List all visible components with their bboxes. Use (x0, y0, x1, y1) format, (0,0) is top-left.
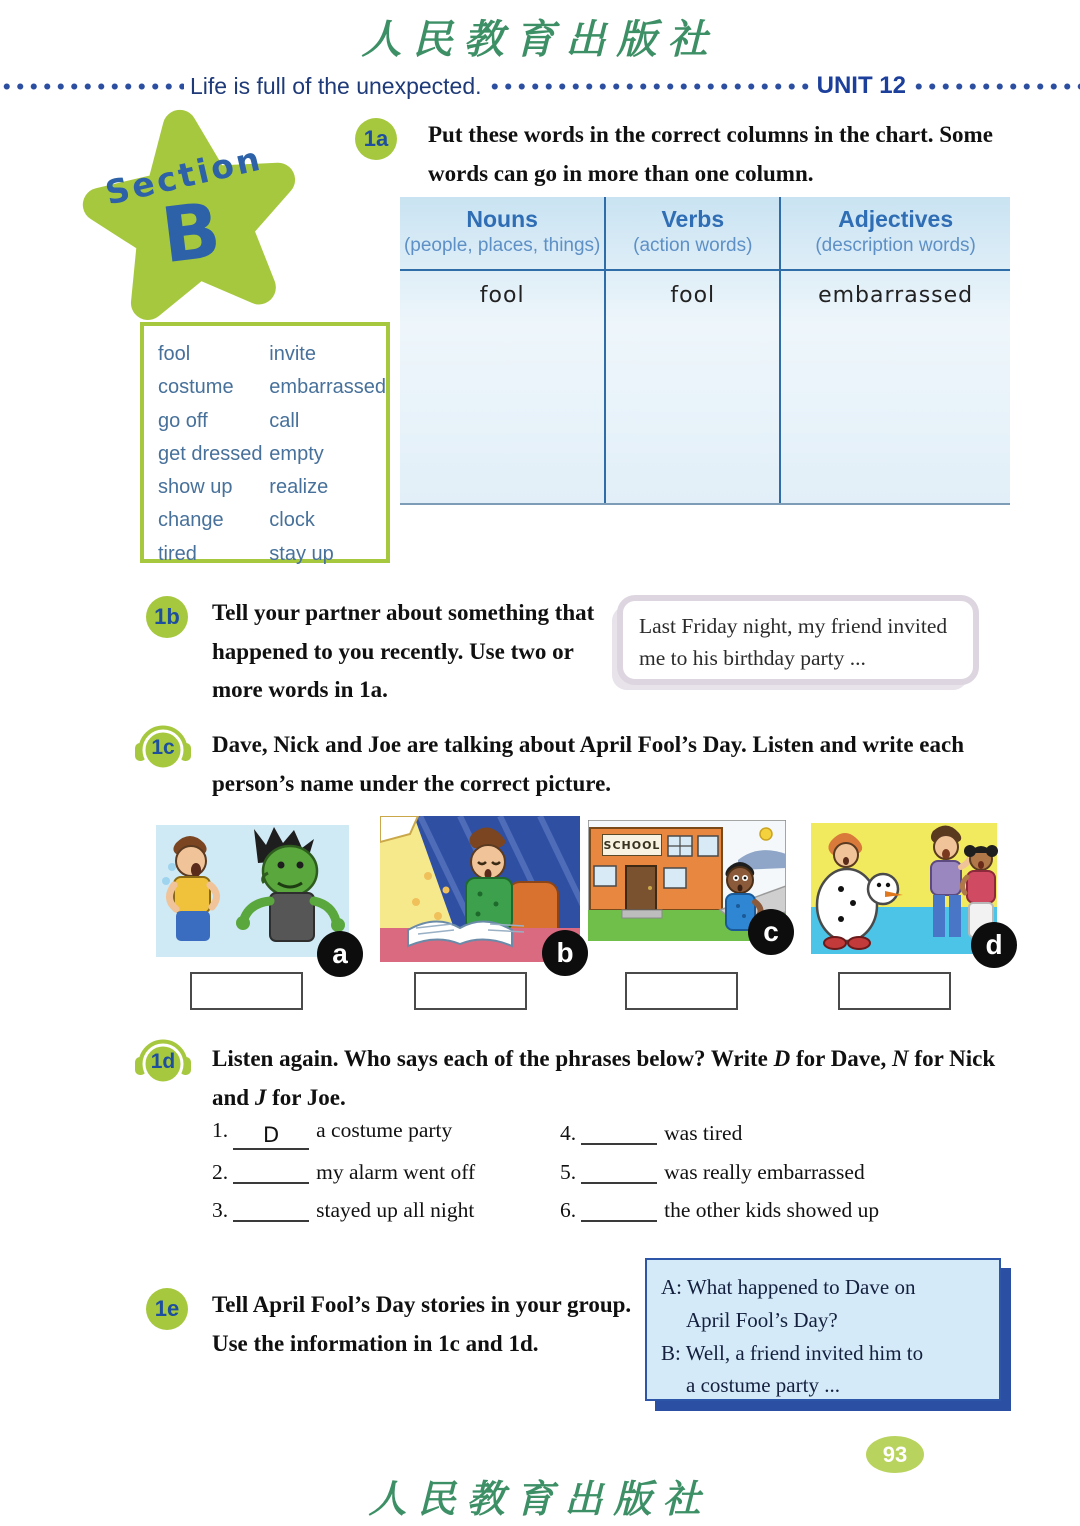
chart-column-verbs (604, 197, 781, 503)
chart-cell-adjectives[interactable]: embarrassed (818, 283, 974, 308)
letter-j-italic: J (254, 1084, 267, 1110)
chart-subheader-adjectives: (description words) (815, 235, 976, 256)
phrase-item-2: 2. my alarm went off (212, 1157, 475, 1179)
answer-blank-2[interactable] (233, 1157, 309, 1184)
school-sign: SCHOOL (602, 834, 662, 856)
picture-panel-a (150, 815, 355, 969)
phrase-item-6: 6. the other kids showed up (560, 1195, 879, 1217)
picture-panel-c (588, 820, 786, 947)
name-box-b[interactable] (414, 972, 527, 1010)
instruction-1c: Dave, Nick and Joe are talking about April Fool’s Day. Listen and write each person’s name under the correct picture. (212, 732, 964, 796)
letter-d-italic: D (773, 1046, 791, 1071)
chart-header-nouns: Nouns (466, 206, 538, 232)
phrase-item-4: 4. was tired (560, 1118, 879, 1140)
badge-1d-label: 1d (150, 1050, 176, 1073)
picture-letter-d: d (971, 922, 1017, 968)
answer-blank-1[interactable]: D (233, 1123, 309, 1150)
word-box-column-1 (158, 338, 269, 565)
badge-1a: 1a (355, 118, 397, 160)
chart-header-adjectives: Adjectives (838, 206, 954, 232)
picture-panel-b (380, 816, 580, 968)
header-dots-right (912, 82, 1080, 91)
picture-letter-a: a (317, 931, 363, 977)
word-item: empty (269, 442, 324, 465)
word-item: stay up (269, 542, 334, 565)
picture-panel-d (797, 823, 1009, 960)
section-word: Section (101, 138, 267, 213)
publisher-logo-bottom: 人民教育出版社 (368, 1476, 712, 1521)
instruction-1e: Tell April Fool’s Day stories in your group. Use the information in 1c and 1d. (212, 1292, 632, 1356)
badge-1c-label: 1c (151, 736, 175, 759)
unit-label: UNIT 12 (816, 72, 906, 99)
answer-blank-3[interactable] (233, 1195, 309, 1222)
phrase-column-right (560, 1118, 879, 1234)
answer-blank-4[interactable] (581, 1118, 657, 1145)
dialogue-line-b1: B: Well, a friend invited him to (661, 1340, 924, 1365)
picture-letter-c: c (748, 909, 794, 955)
chart-cell-verbs[interactable]: fool (670, 283, 716, 308)
chart-header-verbs: Verbs (661, 206, 725, 232)
section-letter: B (156, 184, 226, 281)
phrase-item-3: 3. stayed up all night (212, 1195, 475, 1217)
header-dots-left (0, 82, 184, 91)
name-box-a[interactable] (190, 972, 303, 1010)
badge-1b: 1b (146, 596, 188, 638)
section-star (70, 96, 314, 336)
answer-blank-5[interactable] (581, 1157, 657, 1184)
word-item: tired (158, 542, 197, 565)
badge-1e: 1e (146, 1288, 188, 1330)
phrase-item-1: 1. D a costume party (212, 1118, 475, 1140)
page-number: 93 (866, 1436, 924, 1473)
name-box-c[interactable] (625, 972, 738, 1010)
chart-1a (400, 197, 1010, 505)
dialogue-line-b2: a costume party ... (686, 1373, 840, 1398)
word-item: go off (158, 409, 208, 432)
lesson-title: Life is full of the unexpected. (190, 72, 482, 99)
badge-1c-listening (133, 718, 193, 774)
word-box-1a (140, 322, 390, 563)
chart-subheader-nouns: (people, places, things) (403, 235, 601, 256)
chart-column-nouns (400, 197, 604, 503)
speech-bubble-1b: Last Friday night, my friend invited me to his birthday party ... (617, 595, 979, 685)
chart-column-adjectives (781, 197, 1010, 503)
instruction-1d: Listen again. Who says each of the phrases below? Write D for Dave, N for Nick and J for Joe. (212, 1046, 996, 1110)
letter-n-italic: N (892, 1046, 909, 1071)
word-item: change (158, 509, 224, 532)
instruction-1a: Put these words in the correct columns in the chart. Some words can go in more than one column. (428, 122, 993, 186)
word-item: get dressed (158, 442, 263, 465)
dialogue-line-a1: A: What happened to Dave on (661, 1275, 916, 1299)
name-box-d[interactable] (838, 972, 951, 1010)
chart-cell-nouns[interactable]: fool (479, 283, 525, 308)
word-item: costume (158, 376, 234, 399)
word-item: fool (158, 343, 191, 365)
word-box-column-2 (269, 338, 386, 565)
header-dots-middle (488, 82, 811, 91)
chart-subheader-verbs: (action words) (633, 235, 753, 256)
word-item: realize (269, 476, 329, 499)
phrase-column-left (212, 1118, 475, 1234)
badge-1d-listening (133, 1032, 193, 1088)
answer-blank-6[interactable] (581, 1195, 657, 1222)
word-item: show up (158, 476, 233, 499)
word-item: clock (269, 509, 315, 532)
word-item: call (269, 409, 300, 432)
phrase-item-5: 5. was really embarrassed (560, 1157, 879, 1179)
instruction-1b: Tell your partner about something that happened to you recently. Use two or more words in 1a. (212, 600, 595, 703)
dialogue-box-1e (645, 1258, 1001, 1401)
picture-letter-b: b (542, 930, 588, 976)
word-item: invite (269, 343, 316, 365)
publisher-logo-top: 人民教育出版社 (361, 16, 719, 63)
dialogue-line-a2: April Fool’s Day? (686, 1307, 838, 1332)
word-item: embarrassed (269, 376, 386, 399)
